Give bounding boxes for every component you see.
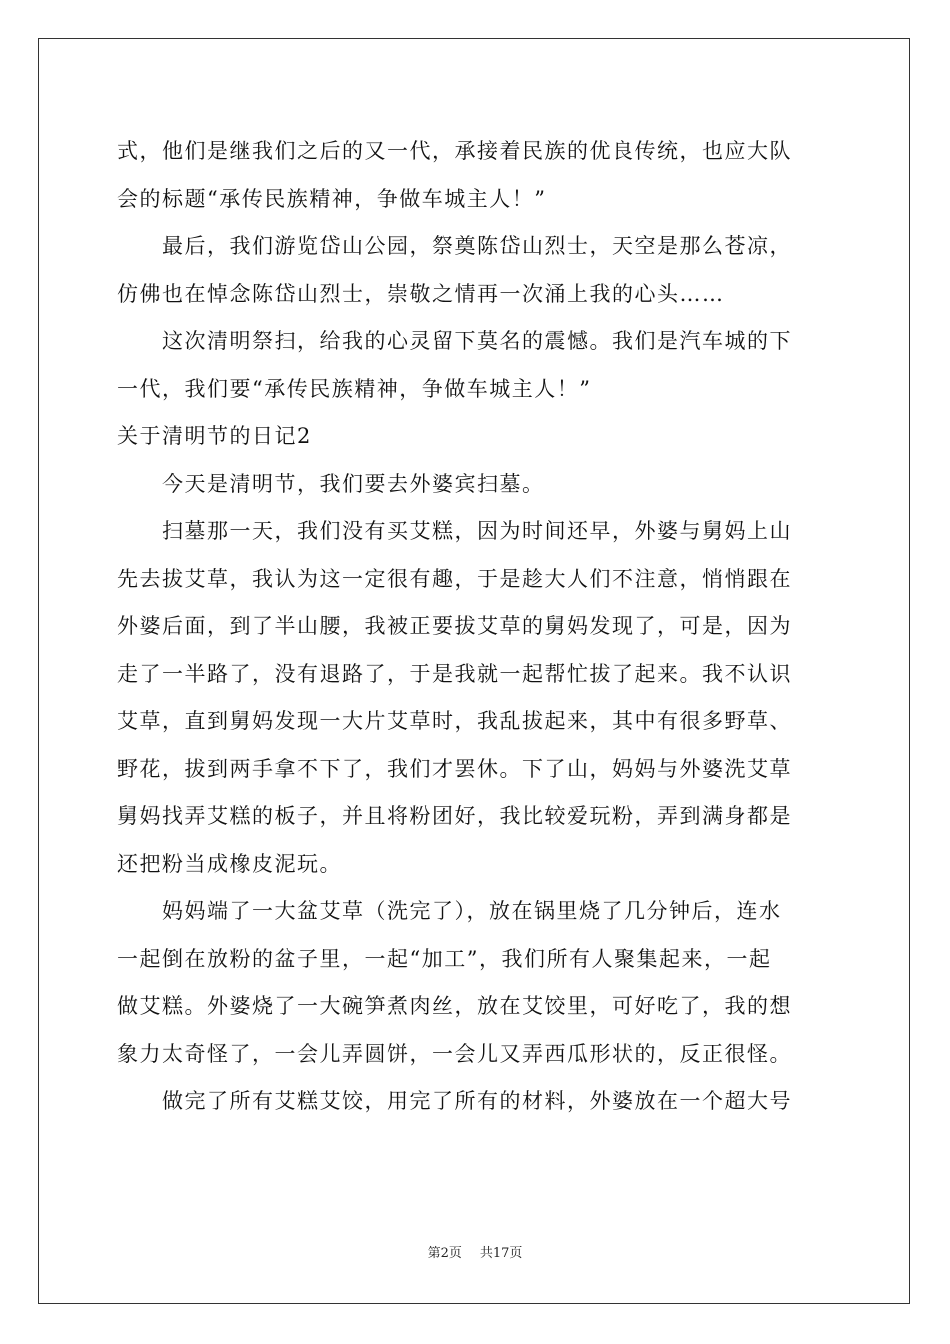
text-line: 走了一半路了，没有退路了，于是我就一起帮忙拔了起来。我不认识 xyxy=(117,661,792,686)
text-line: 一代，我们要“承传民族精神，争做车城主人！” xyxy=(117,376,592,401)
document-body xyxy=(117,128,837,1126)
text-line: 会的标题“承传民族精神，争做车城主人！” xyxy=(117,186,547,211)
text-line: 先去拔艾草，我认为这一定很有趣，于是趁大人们不注意，悄悄跟在 xyxy=(117,566,792,591)
text-line: 象力太奇怪了，一会儿弄圆饼，一会儿又弄西瓜形状的，反正很怪。 xyxy=(117,1041,792,1066)
text-line: 做艾糕。外婆烧了一大碗笋煮肉丝，放在艾饺里，可好吃了，我的想 xyxy=(117,994,792,1018)
text-line: 还把粉当成橡皮泥玩。 xyxy=(117,851,342,876)
text-line: 今天是清明节，我们要去外婆宾扫墓。 xyxy=(162,471,545,496)
text-line: 野花，拔到两手拿不下了，我们才罢休。下了山，妈妈与外婆洗艾草 xyxy=(117,756,792,781)
text-line: 一起倒在放粉的盆子里，一起“加工”，我们所有人聚集起来，一起 xyxy=(117,946,772,971)
text-line: 这次清明祭扫，给我的心灵留下莫名的震憾。我们是汽车城的下 xyxy=(162,329,792,353)
text-line: 妈妈端了一大盆艾草（洗完了），放在锅里烧了几分钟后，连水 xyxy=(162,899,782,923)
text-line: 舅妈找弄艾糕的板子，并且将粉团好，我比较爱玩粉，弄到满身都是 xyxy=(117,804,792,828)
text-line: 外婆后面，到了半山腰，我被正要拔艾草的舅妈发现了，可是，因为 xyxy=(117,614,792,638)
text-line: 式，他们是继我们之后的又一代，承接着民族的优良传统，也应大队 xyxy=(117,139,792,163)
text-line: 艾草，直到舅妈发现一大片艾草时，我乱拔起来，其中有很多野草、 xyxy=(117,709,792,733)
text-line: 关于清明节的日记2 xyxy=(117,424,312,448)
page-number: 第2页 xyxy=(427,1246,462,1261)
text-line: 最后，我们游览岱山公园，祭奠陈岱山烈士，天空是那么苍凉， xyxy=(162,234,792,258)
page-footer xyxy=(0,1242,950,1261)
page-total: 共17页 xyxy=(479,1246,523,1261)
text-line: 扫墓那一天，我们没有买艾糕，因为时间还早，外婆与舅妈上山 xyxy=(162,519,792,543)
text-line: 做完了所有艾糕艾饺，用完了所有的材料，外婆放在一个超大号 xyxy=(162,1089,792,1113)
text-line: 仿佛也在悼念陈岱山烈士，崇敬之情再一次涌上我的心头…… xyxy=(117,281,725,306)
